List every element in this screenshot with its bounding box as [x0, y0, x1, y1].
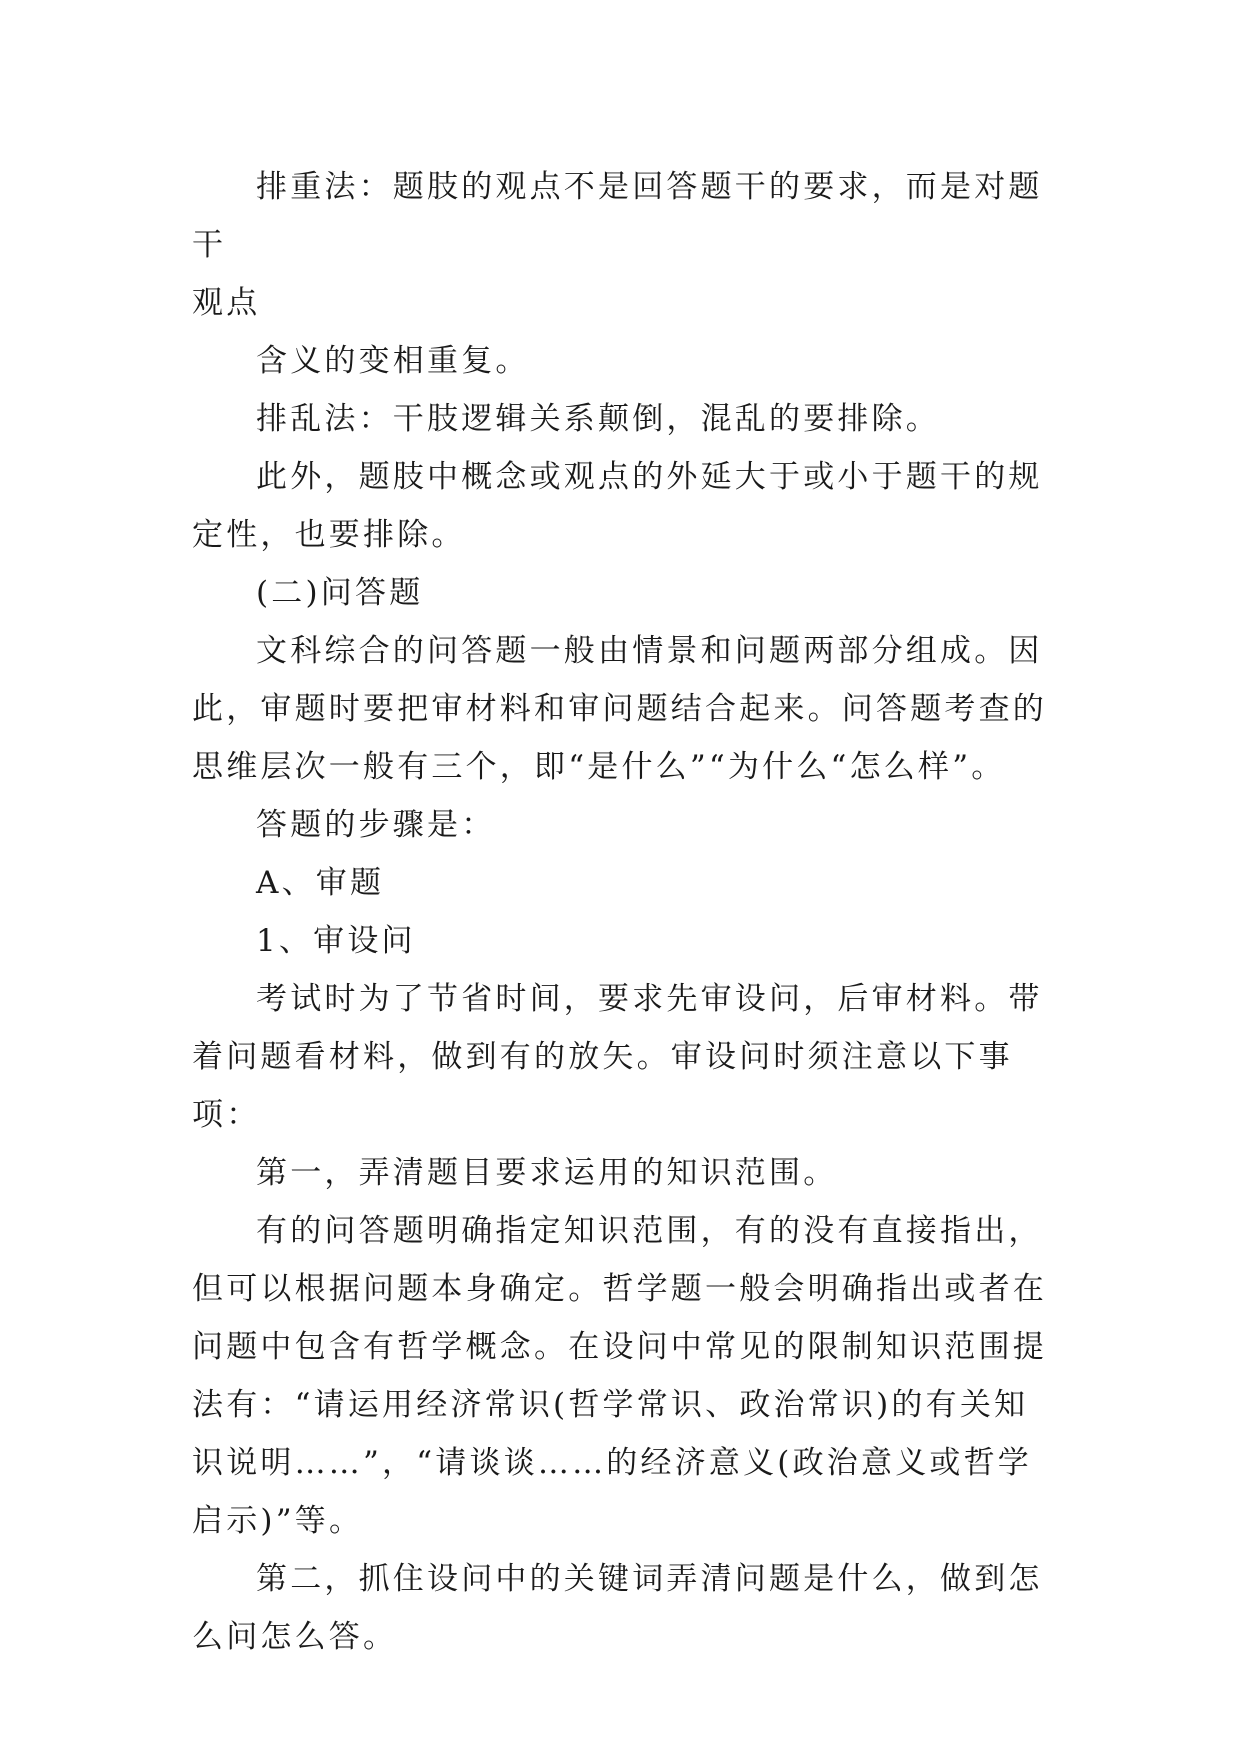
paragraph-exclusion-repeat: 排重法：题肢的观点不是回答题干的要求，而是对题干 观点	[192, 169, 1043, 321]
subheading-review: A、审题	[256, 865, 385, 901]
section-heading-qa: (二)问答题	[256, 575, 424, 611]
paragraph-extension-note: 此外，题肢中概念或观点的外延大于或小于题干的规定性，也要排除。	[192, 459, 1043, 553]
document-body	[192, 158, 1052, 1666]
subheading-review-question: 1、审设问	[256, 923, 416, 959]
paragraph-knowledge-scope: 有的问答题明确指定知识范围，有的没有直接指出，但可以根据问题本身确定。哲学题一般会明确指出或者在问题中包含有哲学概念。在设问中常见的限制知识范围提法有：“请运用经济常识(哲学常识、政治常识)的有关知识说明……”，“请谈谈……的经济意义(政治意义或哲学启示)”等。	[192, 1213, 1047, 1539]
paragraph-meaning-repeat: 含义的变相重复。	[256, 343, 530, 379]
paragraph-answer-steps: 答题的步骤是：	[256, 807, 496, 843]
paragraph-first-point: 第一，弄清题目要求运用的知识范围。	[256, 1155, 838, 1191]
paragraph-second-point: 第二，抓住设问中的关键词弄清问题是什么，做到怎么问怎么答。	[192, 1561, 1043, 1655]
paragraph-exclusion-disorder: 排乱法：干肢逻辑关系颠倒，混乱的要排除。	[256, 401, 940, 437]
paragraph-qa-intro: 文科综合的问答题一般由情景和问题两部分组成。因此，审题时要把审材料和审问题结合起来。问答题考查的思维层次一般有三个，即“是什么”“为什么“怎么样”。	[192, 633, 1047, 785]
paragraph-exam-tip: 考试时为了节省时间，要求先审设问，后审材料。带着问题看材料，做到有的放矢。审设问时须注意以下事项：	[192, 981, 1043, 1133]
